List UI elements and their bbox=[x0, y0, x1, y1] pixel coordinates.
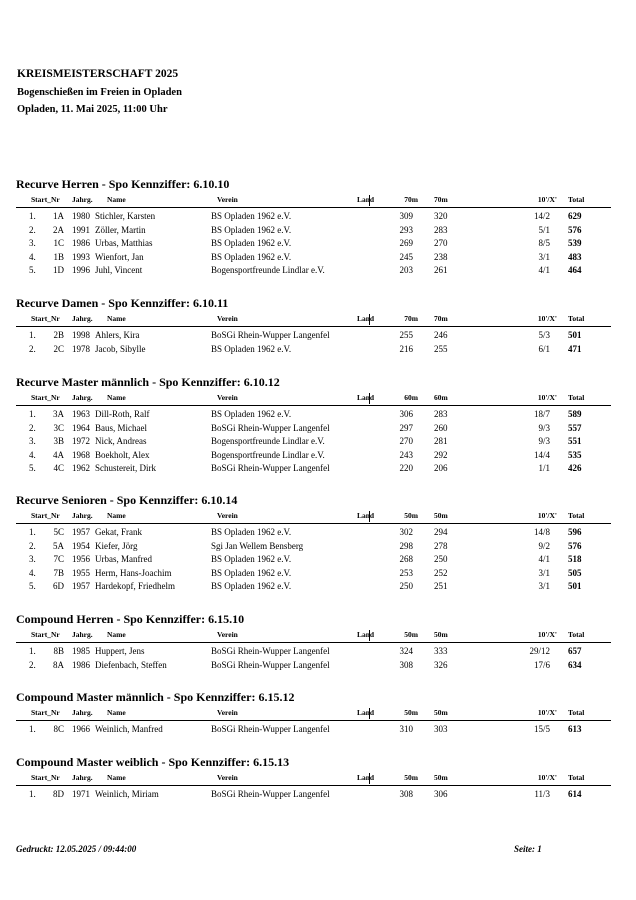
document-subtitle: Bogenschießen im Freien in Opladen bbox=[17, 87, 182, 98]
cell-tens-x-count: 3/1 bbox=[538, 567, 550, 578]
column-header-country: Land bbox=[357, 314, 375, 323]
section-title: Recurve Master männlich - Spo Kennziffer: 6.10.12 bbox=[16, 375, 280, 389]
table-row bbox=[16, 265, 611, 278]
cell-birth-year: 1998 bbox=[72, 330, 90, 340]
cell-birth-year: 1966 bbox=[72, 724, 90, 734]
cell-athlete-name: Urbas, Matthias bbox=[95, 238, 153, 248]
cell-score-distance-1: 270 bbox=[399, 436, 413, 446]
cell-score-distance-2: 303 bbox=[434, 724, 448, 734]
column-header-score-distance-1: 70m bbox=[404, 314, 418, 323]
cell-score-distance-2: 250 bbox=[434, 554, 448, 564]
column-header-birth-year: Jahrg. bbox=[72, 630, 93, 639]
column-header-start-number: Start_Nr bbox=[31, 630, 60, 639]
table-header bbox=[16, 314, 611, 327]
cell-club-name: BS Opladen 1962 e.V. bbox=[211, 211, 292, 221]
column-header-club-name: Verein bbox=[217, 708, 238, 717]
cell-score-distance-2: 255 bbox=[434, 343, 448, 354]
column-divider bbox=[369, 630, 370, 641]
cell-tens-x-count: 14/8 bbox=[533, 527, 550, 537]
cell-tens-x-count: 5/1 bbox=[538, 224, 550, 235]
cell-athlete-name: Dill-Roth, Ralf bbox=[95, 409, 150, 419]
cell-tens-x-count: 9/3 bbox=[538, 436, 550, 446]
column-header-country: Land bbox=[357, 511, 375, 520]
cell-club-name: BS Opladen 1962 e.V. bbox=[211, 581, 292, 591]
cell-athlete-name: Herm, Hans-Joachim bbox=[95, 567, 172, 578]
cell-rank: 2. bbox=[29, 659, 36, 670]
column-header-athlete-name: Name bbox=[107, 708, 126, 717]
cell-rank: 1. bbox=[29, 330, 36, 340]
cell-birth-year: 1955 bbox=[72, 567, 90, 578]
cell-birth-year: 1996 bbox=[72, 265, 90, 275]
column-header-score-distance-2: 70m bbox=[434, 195, 448, 204]
column-header-score-distance-1: 70m bbox=[404, 195, 418, 204]
cell-birth-year: 1957 bbox=[72, 581, 90, 591]
column-header-start-number: Start_Nr bbox=[31, 511, 60, 520]
section-title: Compound Master weiblich - Spo Kennziffer: 6.15.13 bbox=[16, 755, 290, 769]
column-divider bbox=[369, 393, 370, 404]
cell-athlete-name: Hardekopf, Friedhelm bbox=[95, 581, 175, 591]
cell-start-number: 5A bbox=[53, 540, 64, 551]
printed-timestamp: Gedruckt: 12.05.2025 / 09:44:00 bbox=[16, 844, 137, 854]
cell-birth-year: 1963 bbox=[72, 409, 90, 419]
column-header-club-name: Verein bbox=[217, 314, 238, 323]
cell-athlete-name: Weinlich, Miriam bbox=[95, 789, 159, 799]
table-row bbox=[16, 646, 611, 659]
column-header-birth-year: Jahrg. bbox=[72, 393, 93, 402]
cell-score-distance-2: 206 bbox=[434, 463, 448, 473]
section-title: Recurve Damen - Spo Kennziffer: 6.10.11 bbox=[16, 296, 229, 310]
cell-total-score: 539 bbox=[568, 238, 582, 248]
cell-club-name: BoSGi Rhein-Wupper Langenfel bbox=[211, 789, 330, 799]
cell-athlete-name: Nick, Andreas bbox=[95, 436, 147, 446]
section-title: Recurve Herren - Spo Kennziffer: 6.10.10 bbox=[16, 177, 230, 191]
cell-total-score: 557 bbox=[568, 422, 582, 433]
cell-total-score: 518 bbox=[568, 554, 582, 564]
cell-athlete-name: Schustereit, Dirk bbox=[95, 463, 156, 473]
cell-score-distance-1: 308 bbox=[399, 659, 413, 670]
column-header-start-number: Start_Nr bbox=[31, 773, 60, 782]
column-header-tens-x-count: 10'/X' bbox=[537, 314, 557, 323]
cell-tens-x-count: 11/3 bbox=[534, 789, 550, 799]
cell-start-number: 2B bbox=[53, 330, 64, 340]
column-header-athlete-name: Name bbox=[107, 195, 126, 204]
cell-tens-x-count: 17/6 bbox=[533, 659, 550, 670]
cell-rank: 1. bbox=[29, 409, 36, 419]
cell-score-distance-1: 255 bbox=[399, 330, 413, 340]
cell-birth-year: 1971 bbox=[72, 789, 90, 799]
column-header-total-score: Total bbox=[568, 630, 585, 639]
cell-club-name: BoSGi Rhein-Wupper Langenfel bbox=[211, 646, 330, 656]
column-header-athlete-name: Name bbox=[107, 630, 126, 639]
column-header-total-score: Total bbox=[568, 393, 585, 402]
column-header-birth-year: Jahrg. bbox=[72, 195, 93, 204]
column-header-athlete-name: Name bbox=[107, 314, 126, 323]
cell-athlete-name: Kiefer, Jörg bbox=[95, 540, 138, 551]
table-row bbox=[16, 527, 611, 540]
cell-athlete-name: Huppert, Jens bbox=[95, 646, 145, 656]
cell-score-distance-2: 260 bbox=[434, 422, 448, 433]
cell-start-number: 7C bbox=[53, 554, 64, 564]
cell-club-name: BS Opladen 1962 e.V. bbox=[211, 567, 292, 578]
cell-total-score: 426 bbox=[568, 463, 582, 473]
cell-rank: 1. bbox=[29, 527, 36, 537]
cell-club-name: BoSGi Rhein-Wupper Langenfel bbox=[211, 659, 330, 670]
cell-score-distance-1: 310 bbox=[399, 724, 413, 734]
table-row bbox=[16, 568, 611, 581]
column-header-start-number: Start_Nr bbox=[31, 195, 60, 204]
table-header bbox=[16, 195, 611, 208]
cell-club-name: BoSGi Rhein-Wupper Langenfel bbox=[211, 330, 330, 340]
column-header-total-score: Total bbox=[568, 195, 585, 204]
table-row bbox=[16, 409, 611, 422]
cell-total-score: 613 bbox=[568, 724, 582, 734]
cell-start-number: 2A bbox=[53, 224, 64, 235]
cell-score-distance-1: 243 bbox=[399, 449, 413, 460]
column-header-athlete-name: Name bbox=[107, 511, 126, 520]
table-header bbox=[16, 511, 611, 524]
column-header-country: Land bbox=[357, 773, 375, 782]
column-header-score-distance-2: 50m bbox=[434, 708, 448, 717]
cell-tens-x-count: 18/7 bbox=[533, 409, 550, 419]
cell-total-score: 629 bbox=[568, 211, 582, 221]
cell-club-name: BS Opladen 1962 e.V. bbox=[211, 343, 292, 354]
cell-start-number: 1A bbox=[53, 211, 64, 221]
cell-tens-x-count: 3/1 bbox=[538, 581, 550, 591]
cell-tens-x-count: 4/1 bbox=[538, 554, 550, 564]
cell-athlete-name: Gekat, Frank bbox=[95, 527, 142, 537]
page-number: Seite: 1 bbox=[514, 844, 542, 854]
cell-birth-year: 1956 bbox=[72, 554, 90, 564]
column-header-country: Land bbox=[357, 708, 375, 717]
cell-total-score: 483 bbox=[568, 251, 582, 262]
cell-start-number: 4A bbox=[53, 449, 64, 460]
table-header bbox=[16, 393, 611, 406]
column-header-score-distance-1: 50m bbox=[404, 511, 418, 520]
column-divider bbox=[369, 511, 370, 522]
cell-rank: 3. bbox=[29, 436, 36, 446]
cell-start-number: 1D bbox=[53, 265, 64, 275]
column-header-score-distance-2: 50m bbox=[434, 630, 448, 639]
cell-start-number: 2C bbox=[53, 343, 64, 354]
cell-rank: 1. bbox=[29, 789, 36, 799]
cell-club-name: BS Opladen 1962 e.V. bbox=[211, 554, 292, 564]
cell-start-number: 7B bbox=[53, 567, 64, 578]
cell-birth-year: 1962 bbox=[72, 463, 90, 473]
cell-athlete-name: Wienfort, Jan bbox=[95, 251, 144, 262]
column-header-tens-x-count: 10'/X' bbox=[537, 773, 557, 782]
cell-score-distance-2: 270 bbox=[434, 238, 448, 248]
column-header-tens-x-count: 10'/X' bbox=[537, 708, 557, 717]
column-header-country: Land bbox=[357, 393, 375, 402]
column-header-score-distance-2: 70m bbox=[434, 314, 448, 323]
column-header-club-name: Verein bbox=[217, 773, 238, 782]
cell-start-number: 1B bbox=[53, 251, 64, 262]
table-row bbox=[16, 450, 611, 463]
cell-score-distance-1: 309 bbox=[399, 211, 413, 221]
cell-rank: 4. bbox=[29, 449, 36, 460]
section-title: Compound Master männlich - Spo Kennziffer: 6.15.12 bbox=[16, 690, 295, 704]
cell-start-number: 5C bbox=[53, 527, 64, 537]
cell-birth-year: 1954 bbox=[72, 540, 90, 551]
cell-total-score: 614 bbox=[568, 789, 582, 799]
cell-total-score: 657 bbox=[568, 646, 582, 656]
column-header-tens-x-count: 10'/X' bbox=[537, 393, 557, 402]
cell-start-number: 8A bbox=[53, 659, 64, 670]
cell-start-number: 3B bbox=[53, 436, 64, 446]
cell-score-distance-2: 251 bbox=[434, 581, 448, 591]
table-row bbox=[16, 789, 611, 802]
cell-rank: 2. bbox=[29, 224, 36, 235]
cell-score-distance-2: 261 bbox=[434, 265, 448, 275]
cell-total-score: 589 bbox=[568, 409, 582, 419]
cell-start-number: 1C bbox=[53, 238, 64, 248]
cell-tens-x-count: 9/2 bbox=[538, 540, 550, 551]
column-divider bbox=[369, 708, 370, 719]
cell-start-number: 8D bbox=[53, 789, 64, 799]
column-header-tens-x-count: 10'/X' bbox=[537, 195, 557, 204]
cell-birth-year: 1964 bbox=[72, 422, 90, 433]
table-row bbox=[16, 211, 611, 224]
table-row bbox=[16, 724, 611, 737]
cell-birth-year: 1991 bbox=[72, 224, 90, 235]
table-row bbox=[16, 541, 611, 554]
section-title: Compound Herren - Spo Kennziffer: 6.15.10 bbox=[16, 612, 245, 626]
cell-score-distance-1: 308 bbox=[399, 789, 413, 799]
cell-total-score: 471 bbox=[568, 343, 582, 354]
column-header-score-distance-1: 50m bbox=[404, 708, 418, 717]
column-header-start-number: Start_Nr bbox=[31, 393, 60, 402]
column-header-start-number: Start_Nr bbox=[31, 708, 60, 717]
cell-score-distance-1: 216 bbox=[399, 343, 413, 354]
cell-start-number: 6D bbox=[53, 581, 64, 591]
cell-rank: 5. bbox=[29, 581, 36, 591]
cell-score-distance-2: 238 bbox=[434, 251, 448, 262]
document-title: KREISMEISTERSCHAFT 2025 bbox=[17, 68, 179, 80]
cell-score-distance-1: 269 bbox=[399, 238, 413, 248]
table-header bbox=[16, 708, 611, 721]
table-row bbox=[16, 554, 611, 567]
cell-rank: 5. bbox=[29, 463, 36, 473]
cell-rank: 2. bbox=[29, 343, 36, 354]
table-row bbox=[16, 344, 611, 357]
document-date-line: Opladen, 11. Mai 2025, 11:00 Uhr bbox=[17, 104, 168, 115]
cell-total-score: 464 bbox=[568, 265, 582, 275]
cell-total-score: 576 bbox=[568, 540, 582, 551]
cell-club-name: Bogensportfreunde Lindlar e.V. bbox=[211, 436, 325, 446]
column-header-club-name: Verein bbox=[217, 393, 238, 402]
cell-score-distance-1: 297 bbox=[399, 422, 413, 433]
column-header-club-name: Verein bbox=[217, 630, 238, 639]
cell-club-name: Bogensportfreunde Lindlar e.V. bbox=[211, 449, 325, 460]
cell-score-distance-2: 320 bbox=[434, 211, 448, 221]
cell-score-distance-2: 278 bbox=[434, 540, 448, 551]
cell-rank: 5. bbox=[29, 265, 36, 275]
table-header bbox=[16, 773, 611, 786]
column-header-total-score: Total bbox=[568, 708, 585, 717]
cell-total-score: 596 bbox=[568, 527, 582, 537]
cell-birth-year: 1957 bbox=[72, 527, 90, 537]
cell-start-number: 3A bbox=[53, 409, 64, 419]
column-header-tens-x-count: 10'/X' bbox=[537, 511, 557, 520]
cell-athlete-name: Jacob, Sibylle bbox=[95, 343, 146, 354]
table-row bbox=[16, 225, 611, 238]
cell-total-score: 501 bbox=[568, 330, 582, 340]
cell-tens-x-count: 14/2 bbox=[533, 211, 550, 221]
cell-score-distance-1: 306 bbox=[399, 409, 413, 419]
cell-tens-x-count: 6/1 bbox=[538, 343, 550, 354]
column-header-score-distance-1: 60m bbox=[404, 393, 418, 402]
cell-athlete-name: Baus, Michael bbox=[95, 422, 147, 433]
column-header-start-number: Start_Nr bbox=[31, 314, 60, 323]
section-title: Recurve Senioren - Spo Kennziffer: 6.10.14 bbox=[16, 493, 238, 507]
cell-score-distance-1: 298 bbox=[399, 540, 413, 551]
cell-birth-year: 1968 bbox=[72, 449, 90, 460]
column-header-club-name: Verein bbox=[217, 195, 238, 204]
cell-tens-x-count: 4/1 bbox=[538, 265, 550, 275]
cell-score-distance-2: 294 bbox=[434, 527, 448, 537]
cell-birth-year: 1972 bbox=[72, 436, 90, 446]
cell-start-number: 4C bbox=[53, 463, 64, 473]
column-header-total-score: Total bbox=[568, 511, 585, 520]
cell-start-number: 8B bbox=[53, 646, 64, 656]
column-header-birth-year: Jahrg. bbox=[72, 511, 93, 520]
cell-score-distance-1: 302 bbox=[399, 527, 413, 537]
cell-rank: 1. bbox=[29, 646, 36, 656]
cell-athlete-name: Urbas, Manfred bbox=[95, 554, 152, 564]
cell-athlete-name: Stichler, Karsten bbox=[95, 211, 156, 221]
column-divider bbox=[369, 314, 370, 325]
cell-score-distance-1: 268 bbox=[399, 554, 413, 564]
column-divider bbox=[369, 195, 370, 206]
cell-score-distance-1: 220 bbox=[399, 463, 413, 473]
cell-tens-x-count: 3/1 bbox=[538, 251, 550, 262]
cell-athlete-name: Diefenbach, Steffen bbox=[95, 659, 167, 670]
cell-club-name: Bogensportfreunde Lindlar e.V. bbox=[211, 265, 325, 275]
cell-rank: 3. bbox=[29, 554, 36, 564]
cell-birth-year: 1985 bbox=[72, 646, 90, 656]
cell-total-score: 551 bbox=[568, 436, 582, 446]
cell-score-distance-2: 333 bbox=[434, 646, 448, 656]
cell-tens-x-count: 15/5 bbox=[533, 724, 550, 734]
table-row bbox=[16, 238, 611, 251]
column-header-birth-year: Jahrg. bbox=[72, 708, 93, 717]
cell-tens-x-count: 29/12 bbox=[529, 646, 550, 656]
cell-score-distance-2: 326 bbox=[434, 659, 448, 670]
column-header-athlete-name: Name bbox=[107, 393, 126, 402]
cell-score-distance-2: 292 bbox=[434, 449, 448, 460]
cell-total-score: 501 bbox=[568, 581, 582, 591]
cell-score-distance-1: 250 bbox=[399, 581, 413, 591]
cell-athlete-name: Weinlich, Manfred bbox=[95, 724, 163, 734]
cell-total-score: 505 bbox=[568, 567, 582, 578]
cell-rank: 1. bbox=[29, 211, 36, 221]
column-header-athlete-name: Name bbox=[107, 773, 126, 782]
cell-score-distance-1: 253 bbox=[399, 567, 413, 578]
column-header-score-distance-1: 50m bbox=[404, 630, 418, 639]
cell-club-name: BS Opladen 1962 e.V. bbox=[211, 224, 292, 235]
cell-total-score: 634 bbox=[568, 659, 582, 670]
cell-rank: 4. bbox=[29, 251, 36, 262]
cell-rank: 3. bbox=[29, 238, 36, 248]
column-header-score-distance-2: 50m bbox=[434, 511, 448, 520]
cell-tens-x-count: 1/1 bbox=[538, 463, 550, 473]
cell-tens-x-count: 5/3 bbox=[538, 330, 550, 340]
cell-score-distance-2: 252 bbox=[434, 567, 448, 578]
cell-score-distance-1: 203 bbox=[399, 265, 413, 275]
column-divider bbox=[369, 773, 370, 784]
table-row bbox=[16, 463, 611, 476]
cell-birth-year: 1986 bbox=[72, 659, 90, 670]
cell-start-number: 3C bbox=[53, 422, 64, 433]
cell-club-name: BoSGi Rhein-Wupper Langenfel bbox=[211, 724, 330, 734]
cell-score-distance-2: 283 bbox=[434, 409, 448, 419]
cell-score-distance-1: 324 bbox=[399, 646, 413, 656]
cell-total-score: 576 bbox=[568, 224, 582, 235]
cell-rank: 2. bbox=[29, 540, 36, 551]
column-header-country: Land bbox=[357, 630, 375, 639]
cell-score-distance-2: 281 bbox=[434, 436, 448, 446]
cell-athlete-name: Zöller, Martin bbox=[95, 224, 146, 235]
column-header-country: Land bbox=[357, 195, 375, 204]
cell-club-name: BS Opladen 1962 e.V. bbox=[211, 527, 292, 537]
cell-birth-year: 1978 bbox=[72, 343, 90, 354]
cell-score-distance-2: 283 bbox=[434, 224, 448, 235]
cell-tens-x-count: 14/4 bbox=[533, 449, 550, 460]
cell-athlete-name: Ahlers, Kira bbox=[95, 330, 140, 340]
table-row bbox=[16, 252, 611, 265]
cell-score-distance-1: 293 bbox=[399, 224, 413, 235]
table-row bbox=[16, 660, 611, 673]
cell-club-name: BS Opladen 1962 e.V. bbox=[211, 251, 292, 262]
cell-tens-x-count: 9/3 bbox=[538, 422, 550, 433]
cell-tens-x-count: 8/5 bbox=[538, 238, 550, 248]
cell-rank: 4. bbox=[29, 567, 36, 578]
table-row bbox=[16, 423, 611, 436]
cell-birth-year: 1980 bbox=[72, 211, 90, 221]
cell-score-distance-1: 245 bbox=[399, 251, 413, 262]
table-header bbox=[16, 630, 611, 643]
column-header-tens-x-count: 10'/X' bbox=[537, 630, 557, 639]
table-row bbox=[16, 581, 611, 594]
cell-club-name: BS Opladen 1962 e.V. bbox=[211, 409, 292, 419]
cell-athlete-name: Boekholt, Alex bbox=[95, 449, 150, 460]
table-row bbox=[16, 330, 611, 343]
cell-total-score: 535 bbox=[568, 449, 582, 460]
cell-birth-year: 1986 bbox=[72, 238, 90, 248]
column-header-birth-year: Jahrg. bbox=[72, 773, 93, 782]
cell-start-number: 8C bbox=[53, 724, 64, 734]
cell-club-name: BS Opladen 1962 e.V. bbox=[211, 238, 292, 248]
cell-club-name: Sgi Jan Wellem Bensberg bbox=[211, 540, 304, 551]
column-header-total-score: Total bbox=[568, 314, 585, 323]
column-header-score-distance-1: 50m bbox=[404, 773, 418, 782]
column-header-birth-year: Jahrg. bbox=[72, 314, 93, 323]
cell-score-distance-2: 246 bbox=[434, 330, 448, 340]
cell-club-name: BoSGi Rhein-Wupper Langenfel bbox=[211, 422, 330, 433]
table-row bbox=[16, 436, 611, 449]
column-header-total-score: Total bbox=[568, 773, 585, 782]
cell-score-distance-2: 306 bbox=[434, 789, 448, 799]
column-header-score-distance-2: 60m bbox=[434, 393, 448, 402]
column-header-club-name: Verein bbox=[217, 511, 238, 520]
cell-club-name: BoSGi Rhein-Wupper Langenfel bbox=[211, 463, 330, 473]
cell-rank: 2. bbox=[29, 422, 36, 433]
cell-rank: 1. bbox=[29, 724, 36, 734]
column-header-score-distance-2: 50m bbox=[434, 773, 448, 782]
cell-athlete-name: Juhl, Vincent bbox=[95, 265, 143, 275]
cell-birth-year: 1993 bbox=[72, 251, 90, 262]
